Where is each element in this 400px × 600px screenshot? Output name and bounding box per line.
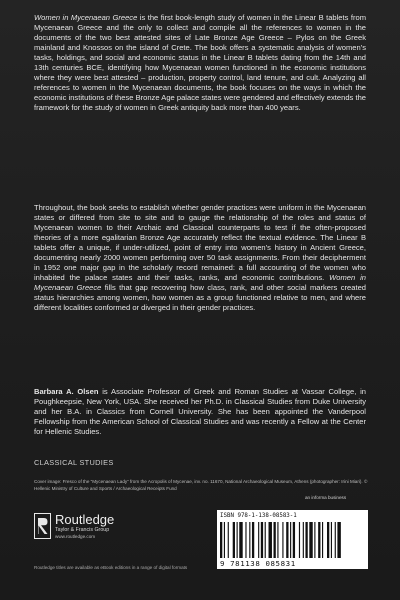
book-title-italic: Women in Mycenaean Greece <box>34 273 366 293</box>
publisher-text <box>55 513 114 540</box>
author-name: Barbara A. Olsen <box>34 387 99 396</box>
publisher-logo <box>34 513 114 540</box>
ebook-note: Routledge titles are available as eBook editions in a range of digital formats <box>34 565 188 570</box>
blurb-text: Throughout, the book seeks to establish whether gender practices were uniform in the Mycenaean states or differed from site to site and to gauge the relationship of the roles and status of Mycenaean women to their Archaic and Classical counterparts to test if the often-proposed theories of a more egalitarian Bronze Age accurately reflect the textual evidence. The Linear B tablets offer a unique, if under-utilized, point of entry into women’s history in Ancient Greece, documenting nearly 2000 women performing over 50 task assignments. From their decipherment in 1952 one major gap in the scholarly record remained: a full accounting of the women who inhabited the palace states and their tasks, ranks, and economic contributions. <box>34 203 366 283</box>
publisher-group: Taylor & Francis Group <box>55 527 110 533</box>
blurb-text: is the first book-length study of women in the Linear B tablets from Mycenaean Greece and the only to collect and compile all the references to women in the documents of the two best attested sites of Late Bronze Age Greece – Pylos on the Greek mainland and Knossos on the island of Crete. The book offers a systematic analysis of women’s tasks, holdings, and social and economic status in the Linear B tablets dating from the 14th and 13th centuries BCE, identifying how Mycenaean women functioned in the economic institutions where they were best attested – production, property control, land tenure, and cult. Analyzing all references to women in the Mycenaean documents, the book focuses on the ways in which the economic institutions of these Bronze Age palace states were gendered and effectively extends the framework for the study of women in Greek antiquity back more than 400 years. <box>34 13 367 113</box>
isbn-label: ISBN 978-1-138-08583-1 <box>220 513 297 519</box>
cover-image-credit: Cover image: Fresco of the “Mycenaean Lady” from the Acropolis of Mycenae, inv. no. 11670, National Archaeological Museum, Athens (photographer: Irini Miari). © Hellenic Ministry of Culture and Sports / Archaeological Receipts Fund <box>34 479 368 491</box>
blurb-text: fills that gap recovering how class, rank, and other social markers created status hierarchies among women, how women as a group functioned relative to men, and where different localities conformed or diverged in their gender practices. <box>34 283 366 313</box>
barcode-box <box>217 510 368 569</box>
publisher-url: www.routledge.com <box>55 534 96 539</box>
routledge-logo-icon <box>34 513 51 539</box>
barcode-number: 9 781138 085831 <box>220 559 296 568</box>
author-bio-text: is Associate Professor of Greek and Roman Studies at Vassar College, in Poughkeepsie, New York, USA. She received her Ph.D. in Classical Studies from Duke University and her B.A. in Classics from Cornell University. She has been appointed the Vanderpool Fellowship from the American School of Classical Studies and was recently a Fellow at the Center for Hellenic Studies. <box>34 387 366 437</box>
book-title-italic: Women in Mycenaean Greece <box>34 13 138 22</box>
subject-category: CLASSICAL STUDIES <box>34 458 114 467</box>
author-bio <box>34 387 366 451</box>
blurb-paragraph-2 <box>34 203 366 379</box>
barcode-icon <box>220 522 365 558</box>
informa-tagline: an informa business <box>305 495 347 500</box>
publisher-name: Routledge <box>55 512 115 527</box>
blurb-paragraph-1 <box>34 13 366 197</box>
